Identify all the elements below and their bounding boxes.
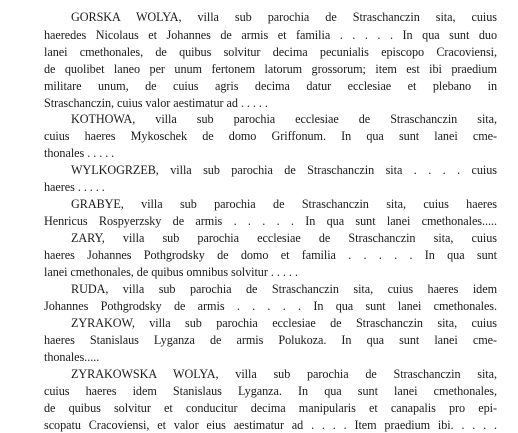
text-line: Straschanczin, cuius valor aestimatur ad . . . . . [44,96,268,110]
text-line: haeres Johannes Pothgrodsky de domo et familia . . . . . In qua sunt [44,248,497,262]
text-line: lanei cmethonales, de quibus omnibus solvitur . . . . . [44,265,298,279]
text-line: Johannes Pothgrodsky de armis . . . . . In qua sunt lanei cmethonales. [44,299,497,313]
text-line: thonales . . . . . [44,146,115,160]
text-line: scopatu Cracoviensi, et valor eius aestimatur ad . . . . Item praedium ibi. . . . . [44,418,497,432]
text-line: GORSKA WOLYA, villa sub parochia de Straschanczin sita, cuius [71,10,497,24]
text-line: de quibus solvitur et conducitur decima manipularis et canapalis pro epi- [44,401,497,415]
text-line: haeres . . . . . [44,180,105,194]
text-line: KOTHOWA, villa sub parochia ecclesiae de Straschanczin sita, [71,112,497,126]
text-line: de quolibet laneo per unum fertonem latorum grossorum; item est ibi praedium [44,62,497,76]
text-line: lanei cmethonales, de quibus solvitur decima pecunialis episcopo Cracoviensi, [44,45,497,59]
text-line: ZARY, villa sub parochia ecclesiae de Straschanczin sita, cuius [71,231,497,245]
text-line: cuius haeres Mykoschek de domo Griffonum. In qua sunt lanei cme- [44,129,497,143]
text-line: ZYRAKOWSKA WOLYA, villa sub parochia de Straschanczin sita, [71,367,497,381]
text-line: cuius haeres idem Stanislaus Lyganza. In qua sunt lanei cmethonales, [44,384,497,398]
text-line: thonales..... [44,350,100,364]
text-line: WYLKOGRZEB, villa sub parochia de Straschanczin sita . . . . cuius [71,163,497,177]
text-line: haeredes Nicolaus et Johannes de armis et familia . . . . . In qua sunt duo [44,28,497,42]
text-line: ZYRAKOW, villa sub parochia ecclesiae de Straschanczin sita, cuius [71,316,497,330]
text-line: Henricus Rospyerzsky de armis . . . . . In qua sunt lanei cmethonales..... [44,214,497,228]
text-line: GRABYE, villa sub parochia de Straschanczin sita, cuius haeres [71,197,497,211]
text-line: RUDA, villa sub parochia de Straschanczin sita, cuius haeres idem [71,282,497,296]
text-line: militare unum, de cuius agris decima datur ecclesiae et plebano in [44,79,497,93]
text-line: haeres Stanislaus Lyganza de armis Polukoza. In qua sunt lanei cme- [44,333,497,347]
